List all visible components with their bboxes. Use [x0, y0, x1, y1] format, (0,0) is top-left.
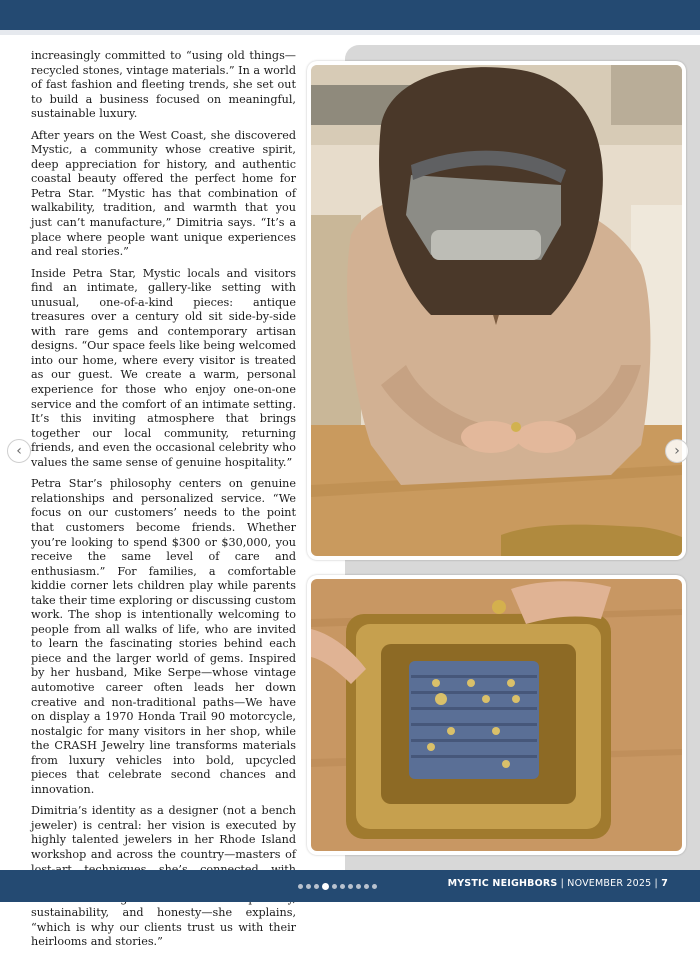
issue-date: | NOVEMBER 2025 |: [560, 878, 658, 889]
article-paragraph: Inside Petra Star, Mystic locals and visitors find an intimate, gallery-like setting with unusual, one-of-a-kind pieces: antique treasures over a century old sit side-by-side with rare gems and contemporary artisan designs. “Our space feels like being welcomed into our home, where every visitor is treated as our guest. We create a warm, personal experience for those who enjoy one-on-one service and the comfort of an intimate setting. It’s this inviting atmosphere that brings together our local community, returning friends, and even the occasional celebrity who values the same sense of genuine hospitality.”: [31, 266, 296, 469]
page-dot[interactable]: [340, 884, 345, 889]
magazine-name: MYSTIC NEIGHBORS: [447, 878, 558, 889]
page-dot[interactable]: [306, 884, 311, 889]
page-dot[interactable]: [332, 884, 337, 889]
top-banner: [0, 0, 700, 30]
article-paragraph: increasingly committed to “using old things—recycled stones, vintage materials.” In a world of fast fashion and fleeting trends, she set out to build a business focused on meaningful, sustainable luxury.: [31, 49, 296, 121]
page-dot[interactable]: [322, 883, 329, 890]
page-footer: [448, 878, 668, 889]
photo-jeweler-inspecting-ring: [307, 61, 686, 560]
article-paragraph: Petra Star’s philosophy centers on genuine relationships and personalized service. “We focus on our customers’ needs to the point that customers become friends. Whether you’re looking to spend $300 or $30,000, you receive the same level of care and enthusiasm.” For families, a comfortable kiddie corner lets children play while parents take their time exploring or discussing custom work. The shop is intentionally welcoming to people from all walks of life, who are invited to learn the fascinating stories behind each piece and the larger world of gems. Inspired by her husband, Mike Serpe—whose vintage automotive career often leads her down creative and non-traditional paths—We have on display a 1970 Honda Trail 90 motorcycle, nostalgic for many visitors in her shop, while the CRASH Jewelry line transforms materials from luxury vehicles into bold, upcycled pieces that celebrate second chances and innovation.: [31, 477, 296, 796]
top-divider: [0, 30, 700, 35]
page-dot[interactable]: [314, 884, 319, 889]
article-body: [31, 49, 296, 957]
prev-page-button[interactable]: [7, 439, 31, 463]
ring-tray-photo-illustration: [311, 579, 682, 851]
page-indicator: [298, 884, 377, 890]
page-number: 7: [661, 878, 668, 889]
page-dot[interactable]: [372, 884, 377, 889]
page-dot[interactable]: [348, 884, 353, 889]
article-paragraph: Dimitria’s identity as a designer (not a bench jeweler) is central: her vision is executed by highly talented jewelers in her Rhode Island workshop and across the country—masters of sustainability, and honesty—she explains, “which is why our clients trust us with their heirlooms and stories.”: [31, 804, 296, 949]
chevron-left-icon: ‹: [16, 443, 22, 459]
article-paragraph: After years on the West Coast, she discovered Mystic, a community whose creative spirit, deep appreciation for history, and authentic coastal beauty offered the perfect home for Petra Star. “Mystic has that combination of walkability, tradition, and warmth that you just can’t manufacture,” Dimitria says. “It’s a place where people want unique experiences and real stories.”: [31, 128, 296, 259]
page-dot[interactable]: [298, 884, 303, 889]
jeweler-photo-illustration: [311, 65, 682, 556]
chevron-right-icon: ›: [674, 443, 680, 459]
page-dot[interactable]: [364, 884, 369, 889]
next-page-button[interactable]: [665, 439, 689, 463]
page-dot[interactable]: [356, 884, 361, 889]
photo-ring-display-tray: [307, 575, 686, 855]
